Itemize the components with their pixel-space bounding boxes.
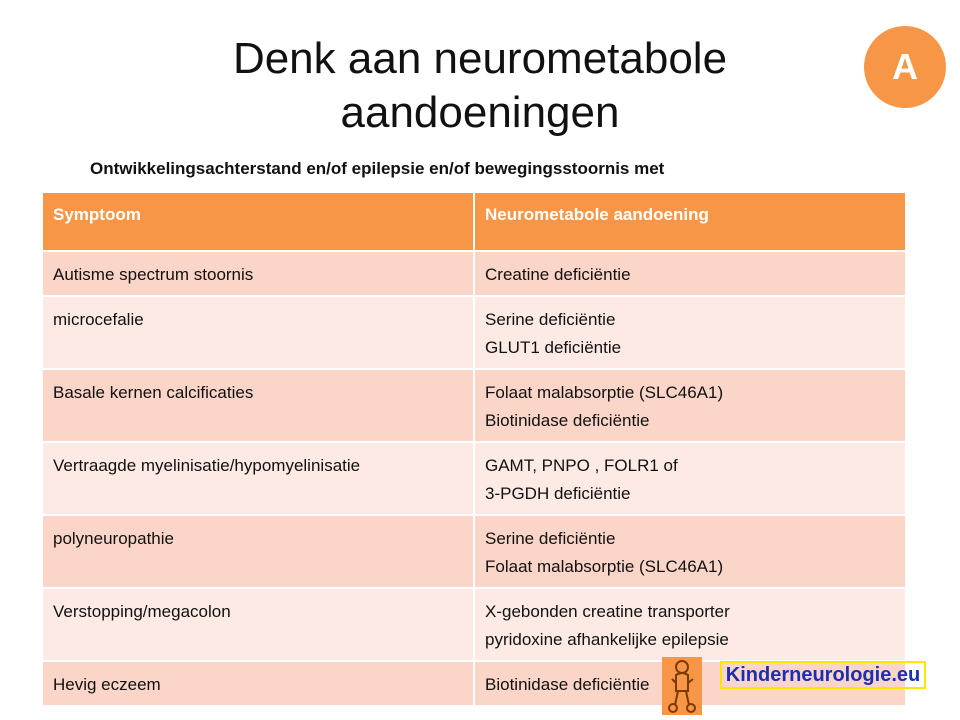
disorder-line: Serine deficiëntie — [485, 529, 616, 548]
table-header-row — [42, 192, 906, 251]
symptom-cell: Vertraagde myelinisatie/hypomyelinisatie — [42, 442, 474, 515]
disorder-cell — [474, 442, 906, 515]
disorder-line: 3-PGDH deficiëntie — [485, 484, 631, 503]
table-row — [42, 296, 906, 369]
header-symptom: Symptoom — [42, 192, 474, 251]
symptom-cell: Verstopping/megacolon — [42, 588, 474, 661]
disorder-line: Serine deficiëntie — [485, 310, 616, 329]
table-row — [42, 515, 906, 588]
symptom-cell: Hevig eczeem — [42, 661, 474, 706]
badge-circle: A — [864, 26, 946, 108]
symptom-cell: Autisme spectrum stoornis — [42, 251, 474, 296]
disorder-line: GLUT1 deficiëntie — [485, 338, 622, 357]
disorder-line: Folaat malabsorptie (SLC46A1) — [485, 557, 724, 576]
disorder-line: Folaat malabsorptie (SLC46A1) — [485, 383, 724, 402]
logo-text: Kinderneurologie.eu — [720, 661, 926, 689]
header-disorder: Neurometabole aandoening — [474, 192, 906, 251]
slide-title: Denk aan neurometabole aandoeningen — [232, 34, 728, 137]
symptom-cell: polyneuropathie — [42, 515, 474, 588]
table-row — [42, 251, 906, 296]
symptom-cell: Basale kernen calcificaties — [42, 369, 474, 442]
slide-subtitle: Ontwikkelingsachterstand en/of epilepsie en/of bewegingsstoornis met — [90, 159, 665, 178]
disorder-line: Biotinidase deficiëntie — [485, 411, 650, 430]
disorder-cell — [474, 588, 906, 661]
disorder-line: X-gebonden creatine transporter — [485, 602, 730, 621]
disorder-line: Biotinidase deficiëntie — [485, 675, 650, 694]
table-row — [42, 369, 906, 442]
symptom-cell: microcefalie — [42, 296, 474, 369]
logo — [662, 657, 928, 715]
disorder-cell — [474, 515, 906, 588]
table-body — [42, 251, 906, 706]
disorder-line: Creatine deficiëntie — [485, 265, 631, 284]
symptom-table — [41, 191, 907, 707]
table-row — [42, 588, 906, 661]
table-row — [42, 442, 906, 515]
disorder-line: GAMT, PNPO , FOLR1 of — [485, 456, 678, 475]
child-walker-icon — [662, 657, 702, 715]
disorder-cell — [474, 296, 906, 369]
disorder-line: pyridoxine afhankelijke epilepsie — [485, 630, 729, 649]
disorder-cell — [474, 369, 906, 442]
disorder-cell — [474, 251, 906, 296]
